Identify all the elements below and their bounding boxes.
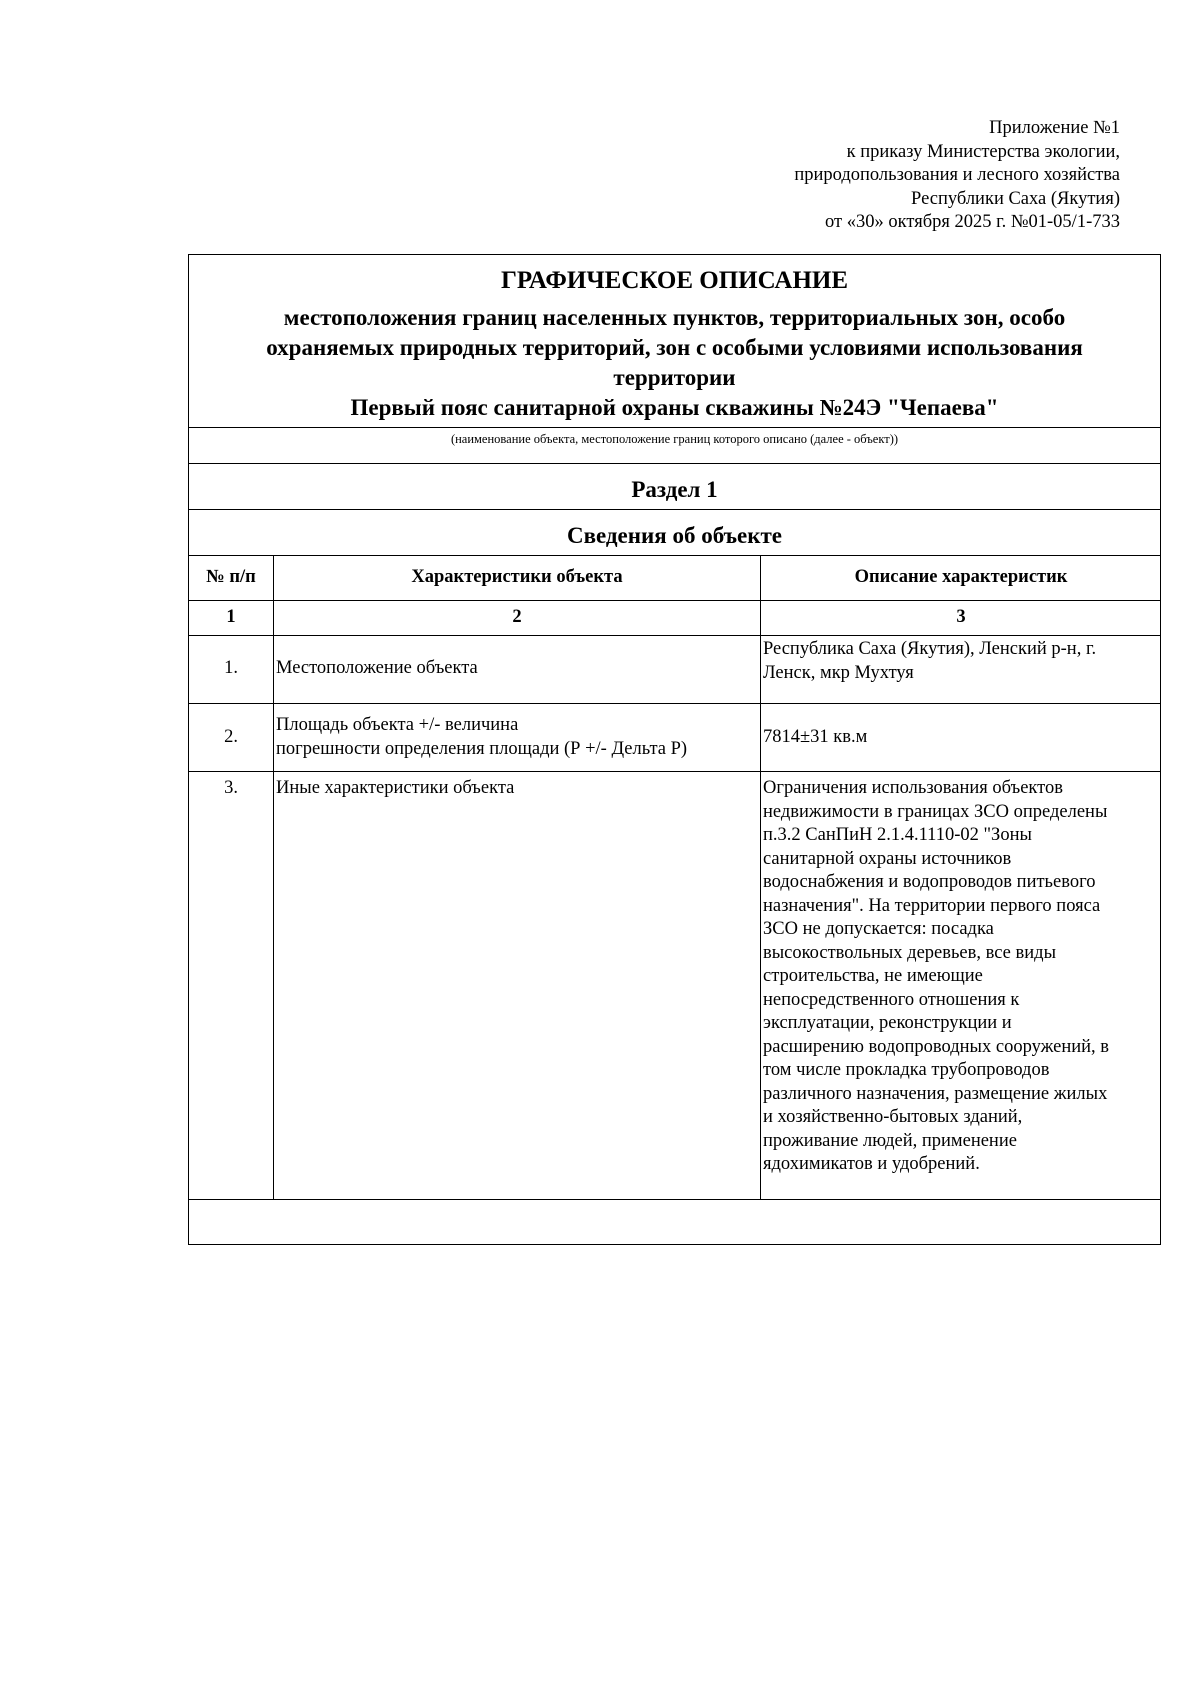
characteristic-line: Площадь объекта +/- величина — [276, 715, 519, 735]
column-number: 2 — [512, 607, 522, 627]
appendix-line: Республики Саха (Якутия) — [911, 188, 1120, 209]
object-caption: (наименование объекта, местоположение границ которого описано (далее - объект)) — [450, 432, 899, 446]
table-header: Характеристики объекта — [411, 567, 623, 587]
divider — [189, 427, 1160, 428]
description-line: непосредственного отношения к — [763, 989, 1020, 1010]
document-title: ГРАФИЧЕСКОЕ ОПИСАНИЕ — [500, 267, 849, 294]
section-title: Раздел 1 — [631, 477, 718, 502]
description-form — [188, 254, 1161, 1245]
description-line: водоснабжения и водопроводов питьевого — [763, 872, 1096, 892]
description-line: эксплуатации, реконструкции и — [763, 1013, 1012, 1033]
row-number: 1. — [224, 658, 238, 678]
characteristic-line: погрешности определения площади (Р +/- Дельта Р) — [276, 738, 688, 759]
row-number: 2. — [224, 727, 238, 747]
document-subtitle — [189, 303, 1160, 393]
description-line: Ленск, мкр Мухтуя — [763, 662, 914, 683]
appendix-line: от «30» октября 2025 г. №01-05/1-733 — [825, 212, 1120, 232]
description-line: высокоствольных деревьев, все виды — [763, 942, 1057, 963]
divider — [189, 463, 1160, 464]
description-line: расширению водопроводных сооружений, в — [763, 1036, 1110, 1057]
column-number: 1 — [226, 607, 236, 627]
table-row-border — [189, 771, 1160, 772]
row-description: 7814±31 кв.м — [763, 727, 868, 747]
object-name: Первый пояс санитарной охраны скважины №24Э "Чепаева" — [350, 395, 999, 420]
row-characteristic — [276, 714, 687, 761]
description-line: ядохимикатов и удобрений. — [763, 1154, 980, 1174]
row-number: 3. — [224, 778, 238, 798]
description-line: и хозяйственно-бытовых зданий, — [763, 1107, 1023, 1127]
description-line: различного назначения, размещение жилых — [763, 1083, 1108, 1104]
row-characteristic: Местоположение объекта — [276, 658, 478, 678]
table-row-border — [189, 703, 1160, 704]
divider — [189, 509, 1160, 510]
column-number: 3 — [956, 607, 966, 627]
appendix-line: природопользования и лесного хозяйства — [794, 165, 1120, 185]
appendix-line: к приказу Министерства экологии, — [846, 141, 1120, 162]
table-row-border — [189, 635, 1160, 636]
row-description — [763, 638, 1096, 685]
description-line: том числе прокладка трубопроводов — [763, 1060, 1050, 1080]
table-top-border — [189, 555, 1160, 556]
description-line: ЗСО не допускается: посадка — [763, 919, 994, 939]
description-line: Ограничения использования объектов — [763, 778, 1063, 798]
description-line: недвижимости в границах ЗСО определены — [763, 801, 1108, 822]
appendix-header — [600, 117, 1120, 235]
subtitle-line: охраняемых природных территорий, зон с особыми условиями использования — [266, 335, 1083, 360]
description-line: Республика Саха (Якутия), Ленский р-н, г. — [763, 639, 1097, 659]
table-column-border — [760, 555, 761, 1199]
appendix-line: Приложение №1 — [989, 118, 1120, 138]
table-header: Описание характеристик — [854, 567, 1068, 587]
description-line: п.3.2 СанПиН 2.1.4.1110-02 "Зоны — [763, 825, 1032, 845]
table-bottom-border — [189, 1199, 1160, 1200]
table-header: № п/п — [206, 567, 256, 587]
description-line: проживание людей, применение — [763, 1130, 1017, 1151]
description-line: назначения". На территории первого пояса — [763, 895, 1101, 916]
table-row-border — [189, 600, 1160, 601]
subtitle-line: местоположения границ населенных пунктов, территориальных зон, особо — [283, 305, 1066, 330]
row-description — [763, 777, 1161, 1177]
row-characteristic: Иные характеристики объекта — [276, 778, 515, 798]
section-name: Сведения об объекте — [566, 523, 783, 548]
description-line: санитарной охраны источников — [763, 848, 1012, 869]
table-column-border — [273, 555, 274, 1199]
subtitle-line: территории — [613, 365, 736, 390]
description-line: строительства, не имеющие — [763, 966, 983, 986]
